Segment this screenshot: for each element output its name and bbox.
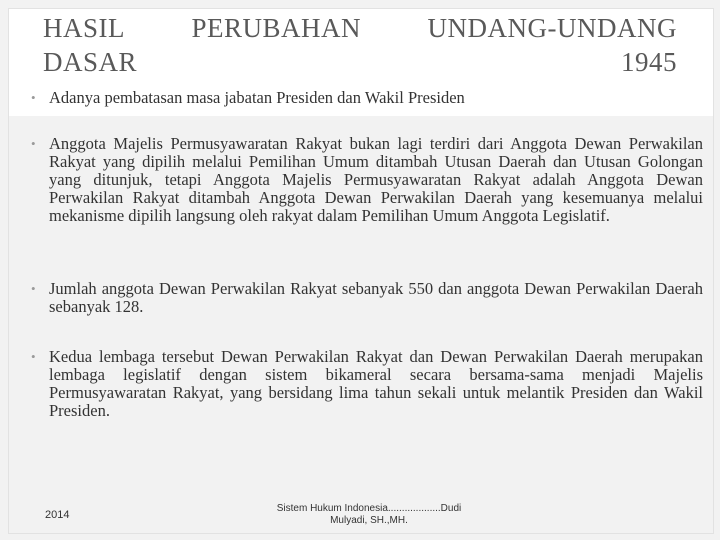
- title-word: DASAR: [43, 47, 138, 77]
- bullet-item: [31, 348, 703, 420]
- footer-date: 2014: [45, 509, 70, 521]
- bullet-item: [31, 280, 703, 316]
- bullet-item: [31, 89, 701, 107]
- bullet-dot-icon: •: [31, 281, 36, 296]
- slide: [8, 8, 714, 534]
- slide-title: [43, 11, 677, 79]
- bullet-text: Jumlah anggota Dewan Perwakilan Rakyat sebanyak 550 dan anggota Dewan Perwakilan Daerah sebanyak 128.: [49, 279, 703, 316]
- bullet-dot-icon: •: [31, 349, 36, 364]
- title-line-2: [43, 45, 677, 79]
- title-word: PERUBAHAN: [191, 13, 362, 43]
- title-word: 1945: [621, 47, 677, 77]
- bullet-text: Anggota Majelis Permusyawaratan Rakyat bukan lagi terdiri dari Anggota Dewan Perwakilan Rakyat yang dipilih melalui Pemilihan Umum ditambah Utusan Daerah dan Utusan Golongan yang ditunjuk, tetapi Anggota Majelis Permusyawaratan Rakyat adalah Anggota Dewan Perwakilan Rakyat ditambah Anggota Dewan Perwakilan Daerah yang kesemuanya melalui mekanisme dipilih langsung oleh rakyat dalam Pemilihan Umum Anggota Legislatif.: [49, 134, 703, 225]
- bullet-item: [31, 135, 703, 225]
- bullet-dot-icon: •: [31, 136, 36, 151]
- title-word: UNDANG-UNDANG: [427, 13, 677, 43]
- bullet-text: Kedua lembaga tersebut Dewan Perwakilan Rakyat dan Dewan Perwakilan Daerah merupakan lembaga legislatif dengan sistem bikameral secara bersama-sama menjadi Majelis Permusyawaratan Rakyat, yang bersidang lima tahun sekali untuk melantik Presiden dan Wakil Presiden.: [49, 347, 703, 420]
- title-word: HASIL: [43, 13, 125, 43]
- footer-line: Sistem Hukum Indonesia...................Dudi: [276, 503, 462, 514]
- bullet-dot-icon: •: [31, 90, 36, 105]
- title-line-1: [43, 11, 677, 45]
- footer-line: Mulyadi, SH.,MH.: [330, 515, 408, 526]
- bullet-text: Adanya pembatasan masa jabatan Presiden dan Wakil Presiden: [49, 88, 465, 107]
- footer-text: [257, 503, 481, 527]
